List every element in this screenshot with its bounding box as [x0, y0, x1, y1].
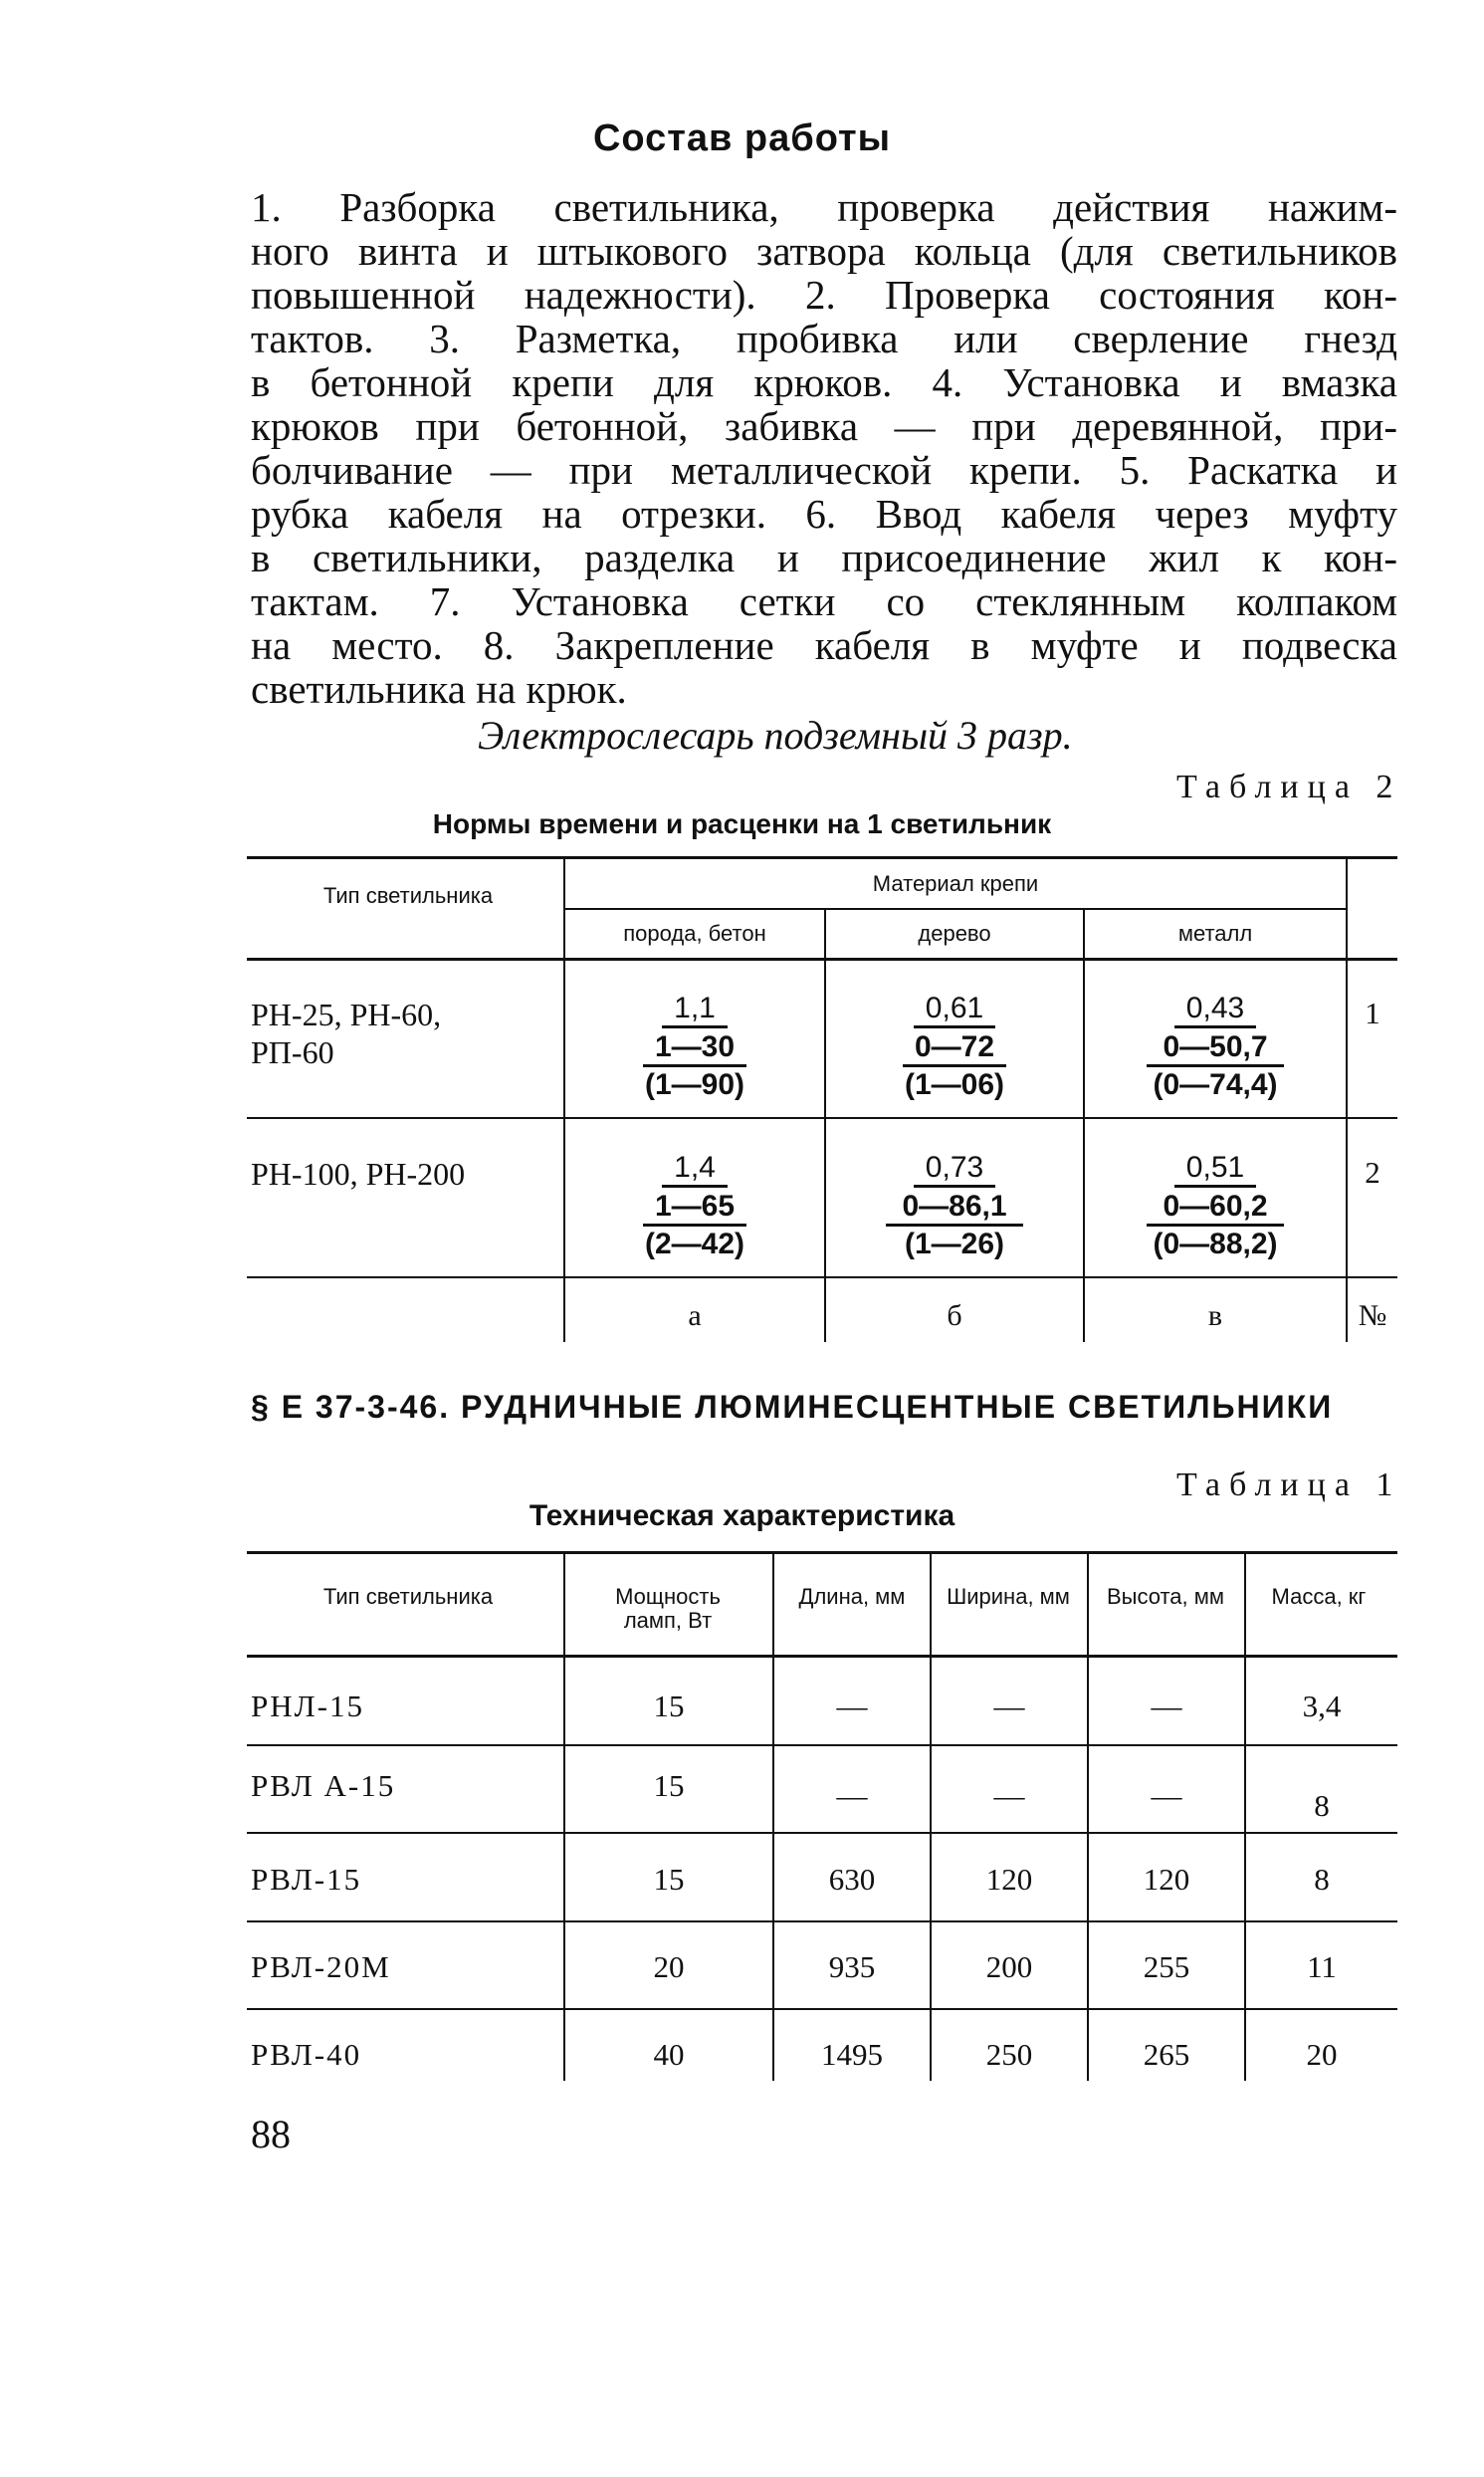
- table-rule: [1346, 856, 1348, 1342]
- worker-grade: Электрослесарь подземный 3 разр.: [478, 713, 1073, 758]
- column-letter: в: [1207, 1299, 1223, 1332]
- table-rule: [247, 1744, 1397, 1746]
- norm-value: 1,1: [662, 992, 728, 1028]
- table-cell: —: [836, 1689, 868, 1723]
- table-cell: 250: [985, 2037, 1033, 2072]
- paragraph-line: тактам. 7. Установка сетки со стеклянным колпаком: [251, 578, 1397, 624]
- rate-value: 0—72: [914, 1030, 995, 1063]
- table-rule: [1087, 1551, 1089, 2081]
- table-cell: 630: [828, 1862, 876, 1897]
- paragraph-line: крюков при бетонной, забивка — при деревянной, при-: [251, 403, 1397, 449]
- table-cell: 40: [653, 2037, 685, 2072]
- row-name: РН-25, РН-60, РП-60: [251, 997, 442, 1070]
- table-cell-type: РВЛ-15: [251, 1862, 362, 1897]
- norm-value: 0,43: [1174, 992, 1256, 1028]
- column-header: Мощность ламп, Вт: [615, 1584, 721, 1633]
- column-header: дерево: [918, 921, 991, 946]
- column-letter: а: [688, 1299, 702, 1332]
- table-rule: [247, 2008, 1397, 2010]
- table-rule: [772, 1551, 774, 2081]
- table-rule: [563, 1551, 565, 2081]
- table-cell-type: РВЛ-40: [251, 2037, 362, 2072]
- table-cell-type: РНЛ-15: [251, 1689, 364, 1723]
- table-cell-type: РВЛ А-15: [251, 1768, 396, 1803]
- table-cell: —: [1151, 1778, 1182, 1813]
- paragraph-line: рубка кабеля на отрезки. 6. Ввод кабеля через муфту: [251, 491, 1397, 537]
- table-rule: [247, 1920, 1397, 1922]
- table-cell: 15: [653, 1862, 685, 1897]
- norm-cell: [1085, 992, 1346, 1103]
- total-value: (0—88,2): [1153, 1228, 1278, 1260]
- table-cell: 3,4: [1302, 1689, 1342, 1723]
- table-rule: [247, 1117, 1397, 1119]
- table-rule: [247, 856, 1397, 859]
- paragraph-line: на место. 8. Закрепление кабеля в муфте и подвеска: [251, 622, 1397, 668]
- rate-value: 0—60,2: [1163, 1190, 1268, 1223]
- norm-value: 0,61: [914, 992, 995, 1028]
- row-name: РН-100, РН-200: [251, 1156, 466, 1192]
- column-letter: б: [947, 1299, 962, 1332]
- table-cell: 935: [828, 1949, 876, 1984]
- work-description: [251, 185, 1397, 711]
- row-number: 1: [1365, 996, 1380, 1030]
- paragraph-line: болчивание — при металлической крепи. 5. Раскатка и: [251, 447, 1397, 493]
- column-header: металл: [1177, 921, 1253, 946]
- norm-cell: [826, 992, 1083, 1103]
- norm-cell: [565, 992, 824, 1103]
- column-letter: №: [1358, 1299, 1387, 1332]
- section-title: § Е 37-3-46. РУДНИЧНЫЕ ЛЮМИНЕСЦЕНТНЫЕ СВЕТИЛЬНИКИ: [251, 1389, 1334, 1425]
- norm-cell: [1085, 1151, 1346, 1262]
- paragraph-line: тактов. 3. Разметка, пробивка или сверление гнезд: [251, 316, 1397, 361]
- section-heading: Состав работы: [592, 117, 892, 159]
- column-header-group: Материал крепи: [872, 871, 1039, 896]
- norm-value: 0,51: [1174, 1151, 1256, 1188]
- table-rule: [247, 1832, 1397, 1834]
- column-header-type: Тип светильника: [322, 883, 494, 908]
- total-value: (1—06): [904, 1068, 1005, 1101]
- norm-value: 0,73: [914, 1151, 995, 1188]
- table-cell: 255: [1143, 1949, 1190, 1984]
- rate-value: 0—86,1: [902, 1190, 1007, 1223]
- norm-value: 1,4: [662, 1151, 728, 1188]
- paragraph-line: светильника на крюк.: [251, 666, 627, 712]
- table-caption: Нормы времени и расценки на 1 светильник: [432, 808, 1052, 839]
- table-cell: 11: [1307, 1949, 1337, 1984]
- norm-cell: [826, 1151, 1083, 1262]
- page-number: 88: [251, 2112, 291, 2156]
- column-header: Ширина, мм: [947, 1584, 1070, 1609]
- table-caption: Техническая характеристика: [529, 1499, 955, 1532]
- table-rule: [247, 1655, 1397, 1658]
- table-rule: [247, 958, 1397, 961]
- table-rule: [565, 908, 1348, 910]
- table-rule: [247, 1551, 1397, 1554]
- table-cell: 15: [653, 1768, 685, 1803]
- total-value: (1—26): [904, 1228, 1005, 1260]
- table-cell: 200: [985, 1949, 1033, 1984]
- column-header: Высота, мм: [1106, 1584, 1225, 1609]
- rate-value: 0—50,7: [1163, 1030, 1268, 1063]
- table-cell: —: [836, 1778, 868, 1813]
- table-cell: 120: [1143, 1862, 1190, 1897]
- table-cell: 8: [1314, 1862, 1330, 1897]
- table-cell: 15: [653, 1689, 685, 1723]
- table-cell: 20: [1306, 2037, 1338, 2072]
- table-cell: 120: [985, 1862, 1033, 1897]
- paragraph-line: повышенной надежности). 2. Проверка состояния кон-: [251, 272, 1397, 318]
- total-value: (0—74,4): [1153, 1068, 1278, 1101]
- table-label: Таблица 1: [1176, 1466, 1402, 1503]
- table-rule: [1083, 908, 1085, 1342]
- paragraph-line: 1. Разборка светильника, проверка действия нажим-: [251, 184, 1397, 230]
- table-cell: 20: [653, 1949, 685, 1984]
- table-cell: —: [1151, 1689, 1182, 1723]
- paragraph-line: ного винта и штыкового затвора кольца (для светильников: [251, 228, 1397, 274]
- table-cell: 265: [1143, 2037, 1190, 2072]
- table-rule: [930, 1551, 932, 2081]
- table-cell: 8: [1314, 1788, 1330, 1823]
- column-header: Масса, кг: [1271, 1584, 1367, 1609]
- row-number: 2: [1365, 1155, 1380, 1190]
- column-header: Тип светильника: [322, 1584, 494, 1609]
- paragraph-line: в бетонной крепи для крюков. 4. Установка и вмазка: [251, 359, 1397, 405]
- table-label: Таблица 2: [1176, 769, 1402, 805]
- table-rule: [824, 908, 826, 1342]
- total-value: (2—42): [644, 1228, 745, 1260]
- table-cell: —: [993, 1689, 1025, 1723]
- rate-value: 1—30: [654, 1030, 736, 1063]
- column-header: порода, бетон: [623, 921, 766, 946]
- table-cell: 1495: [821, 2037, 883, 2072]
- norm-cell: [565, 1151, 824, 1262]
- table-rule: [247, 1276, 1397, 1278]
- table-cell-type: РВЛ-20М: [251, 1949, 391, 1984]
- paragraph-line: в светильники, разделка и присоединение жил к кон-: [251, 535, 1397, 580]
- column-header: Длина, мм: [798, 1584, 906, 1609]
- total-value: (1—90): [644, 1068, 745, 1101]
- rate-value: 1—65: [654, 1190, 736, 1223]
- table-cell: —: [993, 1778, 1025, 1813]
